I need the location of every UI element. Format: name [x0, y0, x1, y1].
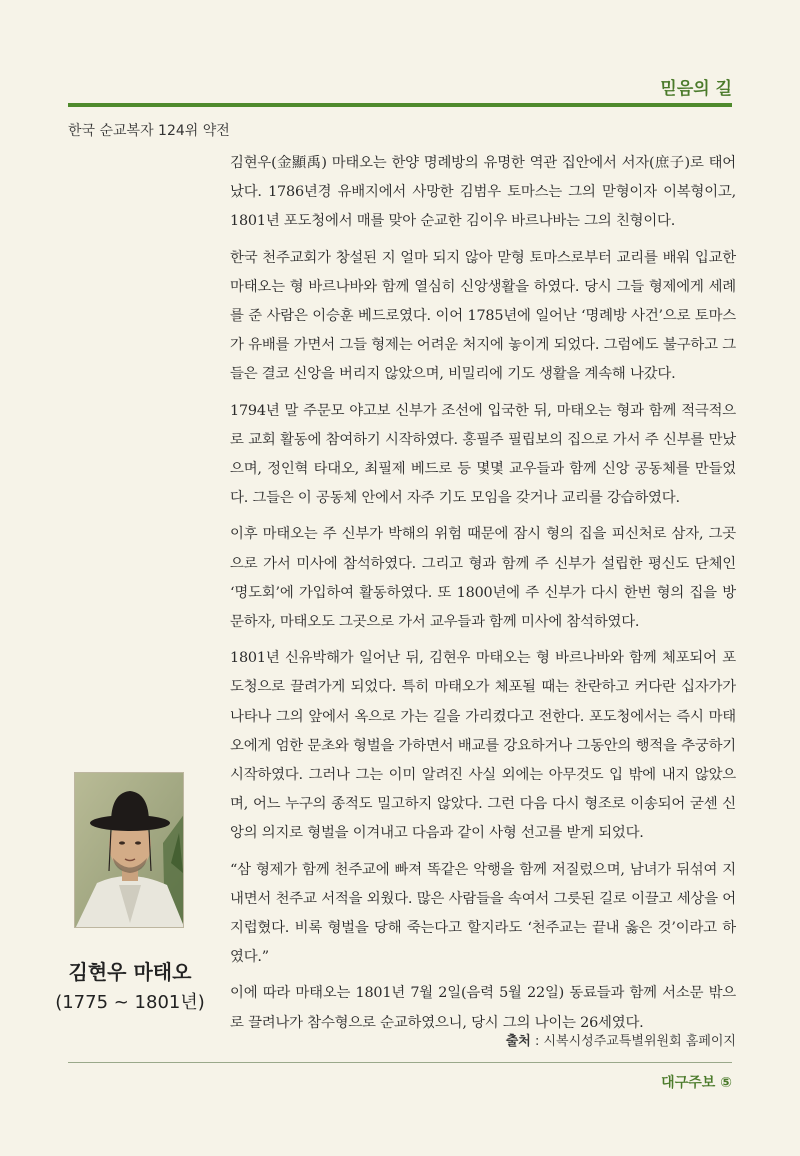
page-subtitle: 한국 순교복자 124위 약전 [68, 123, 230, 139]
paragraph-7: 이에 따라 마태오는 1801년 7월 2일(음력 5월 22일) 동료들과 함께 서소문 밖으로 끌려나가 참수형으로 순교하였으니, 당시 그의 나이는 26세였다. [230, 985, 736, 1031]
article-body [230, 149, 736, 1045]
person-years: (1775 ~ 1801년) [55, 992, 205, 1013]
portrait-image [74, 772, 184, 928]
paragraph-2: 한국 천주교회가 창설된 지 얼마 되지 않아 맏형 토마스로부터 교리를 배워 입교한 마태오는 형 바르나바와 함께 열심히 신앙생활을 하였다. 당시 그들 형제에게 세례를 준 사람은 이승훈 베드로였다. 이어 1785년에 일어난 ‘명례방 사건’으로 토마스가 유배를 가면서 그들 형제는 어려운 처지에 놓이게 되었다. 그럼에도 불구하고 그들은 결코 신앙을 버리지 않았으며, 비밀리에 기도 생활을 계속해 나갔다. [230, 249, 736, 383]
paragraph-1: 김현우(金顯禹) 마태오는 한양 명례방의 유명한 역관 집안에서 서자(庶子)로 태어났다. 1786년경 유배지에서 사망한 김범우 토마스는 그의 맏형이자 이복형이고, 1801년 포도청에서 매를 맞아 순교한 김이우 바르나바는 그의 친형이다. [230, 155, 736, 230]
person-name: 김현우 마태오 [68, 960, 192, 984]
source-credit [506, 1030, 736, 1049]
section-title: 믿음의 길 [660, 79, 732, 99]
source-label: 출처 [505, 1034, 531, 1049]
source-separator: : [530, 1034, 544, 1049]
paragraph-5: 1801년 신유박해가 일어난 뒤, 김현우 마태오는 형 바르나바와 함께 체포되어 포도청으로 끌려가게 되었다. 특히 마태오가 체포될 때는 찬란하고 커다란 십자가가 나타나 그의 앞에서 옥으로 가는 길을 가리켰다고 전한다. 포도청에서는 즉시 마태오에게 엄한 문초와 형벌을 가하면서 배교를 강요하거나 그동안의 행적을 추궁하기 시작하였다. 그러나 그는 이미 알려진 사실 외에는 아무것도 입 밖에 내지 않았으며, 어느 누구의 종적도 밀고하지 않았다. 그런 다음 다시 형조로 이송되어 굳센 신앙의 의지로 형벌을 이겨내고 다음과 같이 사형 선고를 받게 되었다. [230, 650, 736, 842]
paragraph-4: 이후 마태오는 주 신부가 박해의 위험 때문에 잠시 형의 집을 피신처로 삼자, 그곳으로 가서 미사에 참석하였다. 그리고 형과 함께 주 신부가 설립한 평신도 단체인 ‘명도회’에 가입하여 활동하였다. 또 1800년에 주 신부가 다시 한번 형의 집을 방문하자, 마태오도 그곳으로 가서 교우들과 함께 미사에 참석하였다. [230, 526, 736, 631]
paragraph-6-quote: “삼 형제가 함께 천주교에 빠져 똑같은 악행을 함께 저질렀으며, 남녀가 뒤섞여 지내면서 천주교 서적을 외웠다. 많은 사람들을 속여서 그릇된 길로 이끌고 세상을 어지럽혔다. 비록 형벌을 당해 죽는다고 할지라도 ‘천주교는 끝내 옳은 것’이라고 하였다.” [230, 861, 736, 966]
header-divider [68, 103, 732, 107]
footer-page-label: 대구주보 ⑤ [661, 1075, 732, 1091]
footer-divider [68, 1062, 732, 1063]
source-text: 시복시성주교특별위원회 홈페이지 [543, 1034, 736, 1049]
paragraph-3: 1794년 말 주문모 야고보 신부가 조선에 입국한 뒤, 마태오는 형과 함께 적극적으로 교회 활동에 참여하기 시작하였다. 홍필주 필립보의 집으로 가서 주 신부를 만났으며, 정인혁 타대오, 최필제 베드로 등 몇몇 교우들과 함께 신앙 공동체를 만들었다. 그들은 이 공동체 안에서 자주 기도 모임을 갖거나 교리를 강습하였다. [230, 402, 736, 507]
